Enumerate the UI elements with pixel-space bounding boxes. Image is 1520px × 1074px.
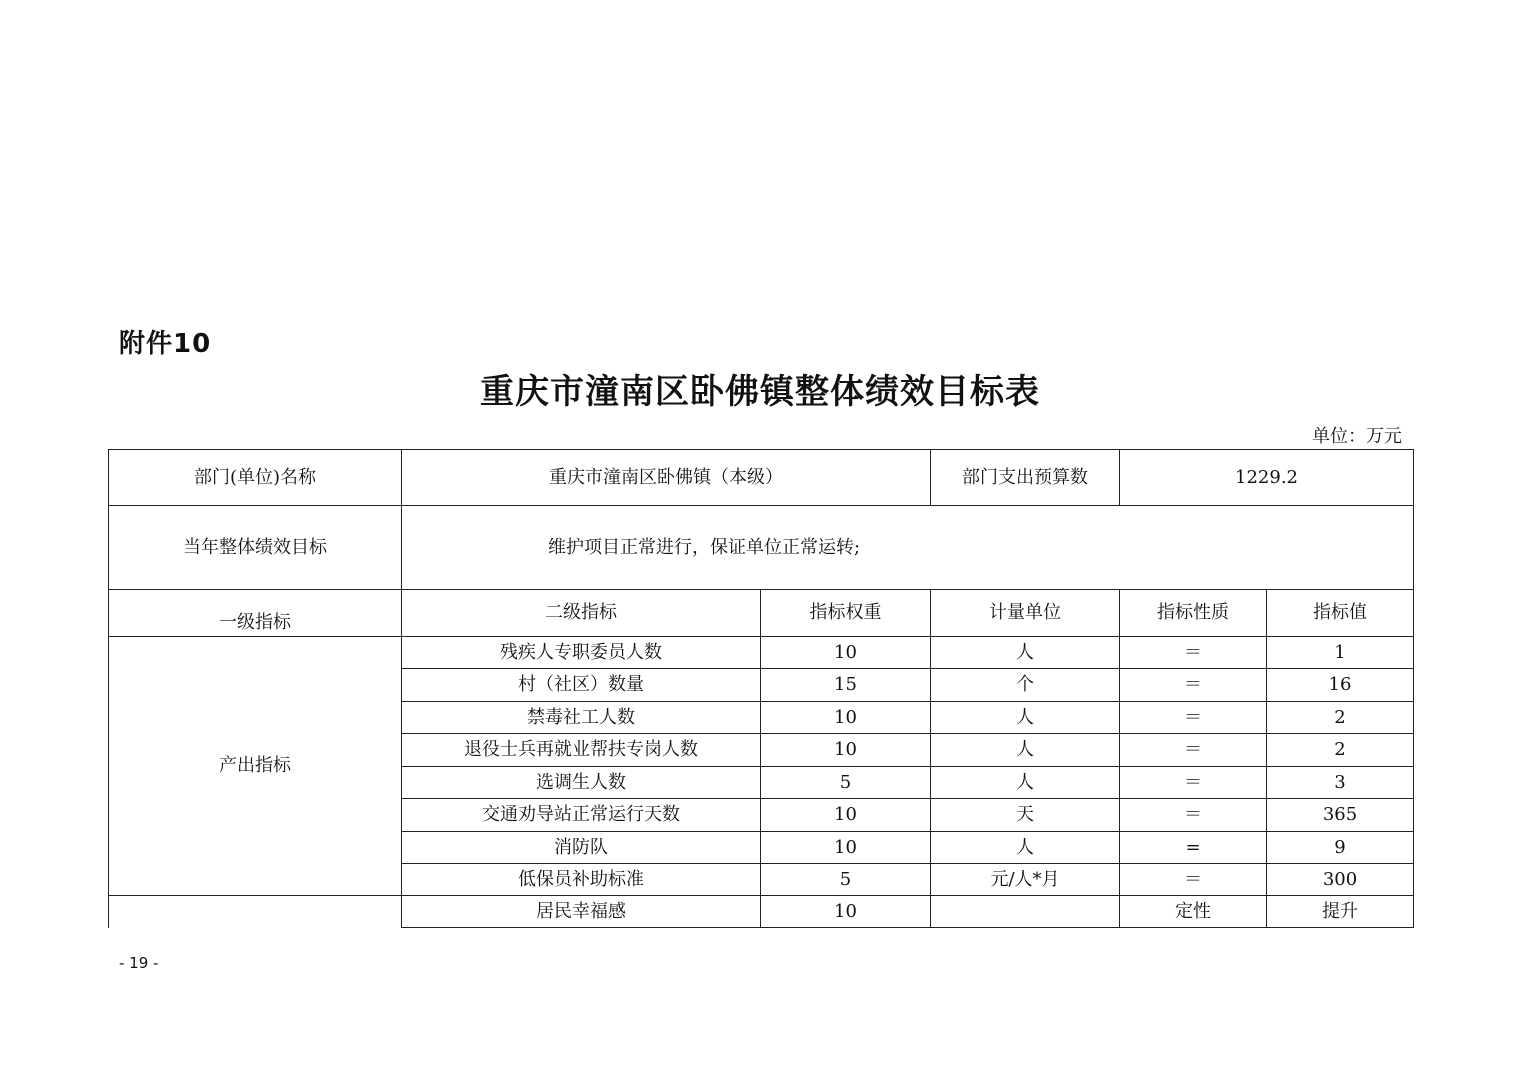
indicator-unit: 元/人*月 (931, 864, 1120, 896)
col-header-value: 指标值 (1267, 590, 1414, 637)
indicator-nature: ＝ (1120, 637, 1267, 669)
col-header-weight: 指标权重 (761, 590, 931, 637)
indicator-name: 消防队 (402, 832, 761, 864)
indicator-name: 居民幸福感 (402, 896, 761, 928)
indicator-value: 2 (1267, 734, 1414, 767)
indicator-nature: ＝ (1120, 864, 1267, 896)
indicator-value: 300 (1267, 864, 1414, 896)
column-header-row (109, 590, 1414, 637)
indicator-unit: 人 (931, 734, 1120, 767)
indicator-value: 16 (1267, 669, 1414, 702)
indicator-nature: 定性 (1120, 896, 1267, 928)
indicator-weight: 5 (761, 864, 931, 896)
indicator-unit: 人 (931, 832, 1120, 864)
page-number: - 19 - (119, 954, 159, 972)
col-header-nature: 指标性质 (1120, 590, 1267, 637)
indicator-nature: ＝ (1120, 799, 1267, 832)
indicator-value: 3 (1267, 767, 1414, 799)
indicator-value: 1 (1267, 637, 1414, 669)
indicator-unit: 个 (931, 669, 1120, 702)
indicator-weight: 10 (761, 734, 931, 767)
document-title: 重庆市潼南区卧佛镇整体绩效目标表 (480, 372, 1040, 412)
indicator-weight: 10 (761, 832, 931, 864)
budget-label: 部门支出预算数 (931, 450, 1120, 506)
dept-name-value: 重庆市潼南区卧佛镇（本级） (402, 450, 931, 506)
indicator-weight: 10 (761, 702, 931, 734)
indicator-value: 提升 (1267, 896, 1414, 928)
dept-info-row (109, 450, 1414, 506)
indicator-name: 禁毒社工人数 (402, 702, 761, 734)
indicator-name: 残疾人专职委员人数 (402, 637, 761, 669)
indicator-unit: 人 (931, 637, 1120, 669)
col-header-level1: 一级指标 (109, 590, 402, 637)
indicator-weight: 10 (761, 799, 931, 832)
indicator-value: 365 (1267, 799, 1414, 832)
goal-row (109, 506, 1414, 590)
performance-target-table (108, 449, 1414, 928)
output-indicator-group: 产出指标 (109, 637, 402, 896)
indicator-name: 村（社区）数量 (402, 669, 761, 702)
goal-label: 当年整体绩效目标 (109, 506, 402, 590)
table-row (109, 637, 1414, 669)
table-row (109, 896, 1414, 928)
indicator-weight: 10 (761, 896, 931, 928)
indicator-name: 交通劝导站正常运行天数 (402, 799, 761, 832)
indicator-nature: = (1120, 832, 1267, 864)
goal-value: 维护项目正常进行，保证单位正常运转; (402, 506, 1414, 590)
col-header-unit: 计量单位 (931, 590, 1120, 637)
indicator-unit: 人 (931, 767, 1120, 799)
indicator-weight: 10 (761, 637, 931, 669)
indicator-unit (931, 896, 1120, 928)
indicator-unit: 人 (931, 702, 1120, 734)
indicator-name: 低保员补助标准 (402, 864, 761, 896)
budget-value: 1229.2 (1120, 450, 1414, 506)
indicator-weight: 15 (761, 669, 931, 702)
indicator-weight: 5 (761, 767, 931, 799)
col-header-level2: 二级指标 (402, 590, 761, 637)
indicator-value: 9 (1267, 832, 1414, 864)
indicator-nature: ＝ (1120, 767, 1267, 799)
unit-note: 单位：万元 (1312, 426, 1402, 447)
indicator-name: 退役士兵再就业帮扶专岗人数 (402, 734, 761, 767)
indicator-name: 选调生人数 (402, 767, 761, 799)
dept-name-label: 部门(单位)名称 (109, 450, 402, 506)
indicator-unit: 天 (931, 799, 1120, 832)
next-indicator-group (109, 896, 402, 928)
indicator-nature: ＝ (1120, 669, 1267, 702)
indicator-value: 2 (1267, 702, 1414, 734)
attachment-label: 附件10 (119, 329, 212, 359)
indicator-nature: ＝ (1120, 702, 1267, 734)
indicator-nature: ＝ (1120, 734, 1267, 767)
